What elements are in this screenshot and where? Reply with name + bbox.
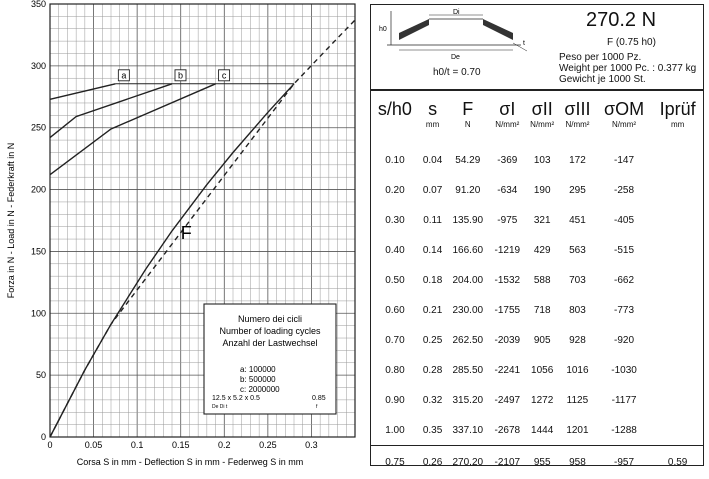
table-cell: -515 (596, 235, 652, 265)
table-cell: -2241 (489, 355, 525, 385)
table-cell: 270.20 (446, 446, 489, 479)
column-unit: N/mm² (559, 120, 596, 129)
x-tick-label: 0.05 (85, 440, 103, 450)
x-tick-label: 0.3 (305, 440, 318, 450)
table-cell: 0.20 (371, 175, 419, 205)
legend-cycle-item: c: 2000000 (240, 385, 280, 394)
table-cell: 0.28 (419, 355, 446, 385)
y-tick-label: 300 (31, 61, 46, 71)
table-cell: -920 (596, 325, 652, 355)
y-tick-label: 200 (31, 185, 46, 195)
column-symbol: σI (489, 99, 525, 120)
weight-per-1000 (559, 52, 696, 85)
table-cell: 0.90 (371, 385, 419, 415)
table-cell: 718 (525, 295, 559, 325)
legend-title-line: Numero dei cicli (238, 314, 302, 324)
table-cell: 91.20 (446, 175, 489, 205)
column-unit: N/mm² (596, 120, 652, 129)
table-cell: 958 (559, 446, 596, 479)
series-line-a (50, 84, 115, 100)
table-cell: -1219 (489, 235, 525, 265)
x-tick-label: 0.1 (131, 440, 144, 450)
nominal-force: 270.2 N (586, 9, 656, 32)
table-cell: 1056 (525, 355, 559, 385)
table-cell: -1532 (489, 265, 525, 295)
t-label: t (523, 40, 525, 47)
table-cell: 54.29 (446, 145, 489, 175)
table-cell: 0.60 (371, 295, 419, 325)
table-cell: 0.14 (419, 235, 446, 265)
height-thickness-ratio: h0/t = 0.70 (433, 67, 481, 78)
table-cell: 955 (525, 446, 559, 479)
x-tick-label: 0.15 (172, 440, 190, 450)
table-cell: 703 (559, 265, 596, 295)
table-cell (652, 415, 703, 446)
legend-title-line: Anzahl der Lastwechsel (222, 338, 317, 348)
table-row (371, 265, 703, 295)
table-cell: 315.20 (446, 385, 489, 415)
column-symbol: σII (525, 99, 559, 120)
cycles-legend-box (204, 304, 336, 414)
spec-table-body (371, 145, 703, 479)
column-header (559, 91, 596, 145)
table-cell: -957 (596, 446, 652, 479)
column-unit: N/mm² (489, 120, 525, 129)
table-cell: 0.25 (419, 325, 446, 355)
column-header (525, 91, 559, 145)
table-cell: 803 (559, 295, 596, 325)
table-cell: 0.07 (419, 175, 446, 205)
table-cell: -2497 (489, 385, 525, 415)
table-cell (652, 175, 703, 205)
table-cell: 321 (525, 205, 559, 235)
table-cell (652, 145, 703, 175)
h0-label: h0 (379, 26, 387, 33)
legend-title-line: Number of loading cycles (219, 326, 321, 336)
table-cell: 0.75 (371, 446, 419, 479)
curve-label-f: F (181, 223, 192, 243)
table-cell: 190 (525, 175, 559, 205)
table-cell: -1755 (489, 295, 525, 325)
weight-line-de: Gewicht je 1000 St. (559, 74, 696, 85)
table-cell: 0.18 (419, 265, 446, 295)
legend-dimensions: 12.5 x 5.2 x 0.5 (212, 395, 260, 402)
y-tick-label: 250 (31, 123, 46, 133)
y-tick-label: 0 (41, 432, 46, 442)
table-cell: 337.10 (446, 415, 489, 446)
table-row (371, 355, 703, 385)
table-row (371, 205, 703, 235)
table-cell: 204.00 (446, 265, 489, 295)
load-deflection-chart (0, 0, 360, 471)
column-symbol: σOM (596, 99, 652, 120)
table-cell: 1.00 (371, 415, 419, 446)
spec-table (371, 91, 703, 479)
x-tick-label: 0.2 (218, 440, 231, 450)
table-cell: 172 (559, 145, 596, 175)
table-cell (652, 265, 703, 295)
marker-label-b: b (178, 70, 183, 80)
column-header (419, 91, 446, 145)
table-cell: -1030 (596, 355, 652, 385)
table-cell: 0.32 (419, 385, 446, 415)
table-cell: 0.21 (419, 295, 446, 325)
table-cell: 905 (525, 325, 559, 355)
x-tick-label: 0 (47, 440, 52, 450)
table-cell: 1444 (525, 415, 559, 446)
column-symbol: s (419, 99, 446, 120)
column-header (489, 91, 525, 145)
marker-label-c: c (222, 70, 227, 80)
y-axis-title: Forza in N - Load in N - Federkraft in N (6, 143, 16, 299)
column-unit: N/mm² (525, 120, 559, 129)
table-cell: 103 (525, 145, 559, 175)
table-cell: -2678 (489, 415, 525, 446)
spec-table-header (371, 91, 703, 145)
legend-f-value: 0.85 (312, 395, 326, 402)
legend-cycle-item: b: 500000 (240, 375, 276, 384)
table-cell: -1288 (596, 415, 652, 446)
legend-f-symbol: f (316, 404, 318, 410)
table-cell (652, 295, 703, 325)
table-cell: -773 (596, 295, 652, 325)
column-header (652, 91, 703, 145)
weight-line-en: Weight per 1000 Pc. : 0.377 kg (559, 63, 696, 74)
table-row (371, 175, 703, 205)
y-tick-label: 350 (31, 0, 46, 9)
column-header (596, 91, 652, 145)
table-row (371, 145, 703, 175)
table-cell: 262.50 (446, 325, 489, 355)
column-unit: N (446, 120, 489, 129)
de-label: De (451, 54, 460, 61)
nominal-force-caption: F (0.75 h0) (607, 37, 656, 48)
marker-label-a: a (121, 70, 126, 80)
column-symbol: F (446, 99, 489, 120)
column-symbol: Iprüf (652, 99, 703, 120)
table-row (371, 446, 703, 479)
x-axis-title: Corsa S in mm - Deflection S in mm - Federweg S in mm (77, 457, 304, 467)
weight-line-it: Peso per 1000 Pz. (559, 52, 696, 63)
table-cell: 0.35 (419, 415, 446, 446)
table-cell (652, 385, 703, 415)
table-cell: 0.04 (419, 145, 446, 175)
table-cell: 285.50 (446, 355, 489, 385)
table-cell: -1177 (596, 385, 652, 415)
table-cell: 0.80 (371, 355, 419, 385)
table-cell: 1016 (559, 355, 596, 385)
table-row (371, 385, 703, 415)
table-cell: -258 (596, 175, 652, 205)
column-header (446, 91, 489, 145)
di-label: Di (453, 9, 460, 16)
table-cell: 0.70 (371, 325, 419, 355)
table-cell: 0.59 (652, 446, 703, 479)
table-cell: 451 (559, 205, 596, 235)
table-cell: 0.26 (419, 446, 446, 479)
table-cell: 166.60 (446, 235, 489, 265)
legend-cycle-item: a: 100000 (240, 365, 276, 374)
y-tick-label: 100 (31, 308, 46, 318)
table-cell: 230.00 (446, 295, 489, 325)
table-row (371, 325, 703, 355)
table-row (371, 295, 703, 325)
table-cell (652, 355, 703, 385)
table-cell: 928 (559, 325, 596, 355)
table-cell: 0.11 (419, 205, 446, 235)
legend-dimension-symbols: De Di t (212, 404, 228, 410)
column-symbol: s/h0 (371, 99, 419, 120)
table-cell: 563 (559, 235, 596, 265)
column-header (371, 91, 419, 145)
table-cell: 135.90 (446, 205, 489, 235)
table-cell: 1272 (525, 385, 559, 415)
table-cell: 0.10 (371, 145, 419, 175)
x-tick-label: 0.25 (259, 440, 277, 450)
table-cell: 0.40 (371, 235, 419, 265)
table-cell: -405 (596, 205, 652, 235)
table-cell: 1201 (559, 415, 596, 446)
table-cell: 295 (559, 175, 596, 205)
table-cell: -2107 (489, 446, 525, 479)
table-cell: -662 (596, 265, 652, 295)
column-symbol: σIII (559, 99, 596, 120)
table-cell: -634 (489, 175, 525, 205)
table-cell (652, 205, 703, 235)
table-cell: 429 (525, 235, 559, 265)
table-cell: 0.50 (371, 265, 419, 295)
table-row (371, 235, 703, 265)
table-cell: 0.30 (371, 205, 419, 235)
table-cell: -975 (489, 205, 525, 235)
y-tick-label: 50 (36, 370, 46, 380)
table-cell: 1125 (559, 385, 596, 415)
spring-spec-panel (370, 4, 704, 466)
table-row (371, 415, 703, 446)
y-tick-label: 150 (31, 246, 46, 256)
table-cell: -369 (489, 145, 525, 175)
table-cell: -147 (596, 145, 652, 175)
table-cell (652, 235, 703, 265)
table-cell (652, 325, 703, 355)
column-unit: mm (652, 120, 703, 129)
table-cell: -2039 (489, 325, 525, 355)
column-unit: mm (419, 120, 446, 129)
table-cell: 588 (525, 265, 559, 295)
